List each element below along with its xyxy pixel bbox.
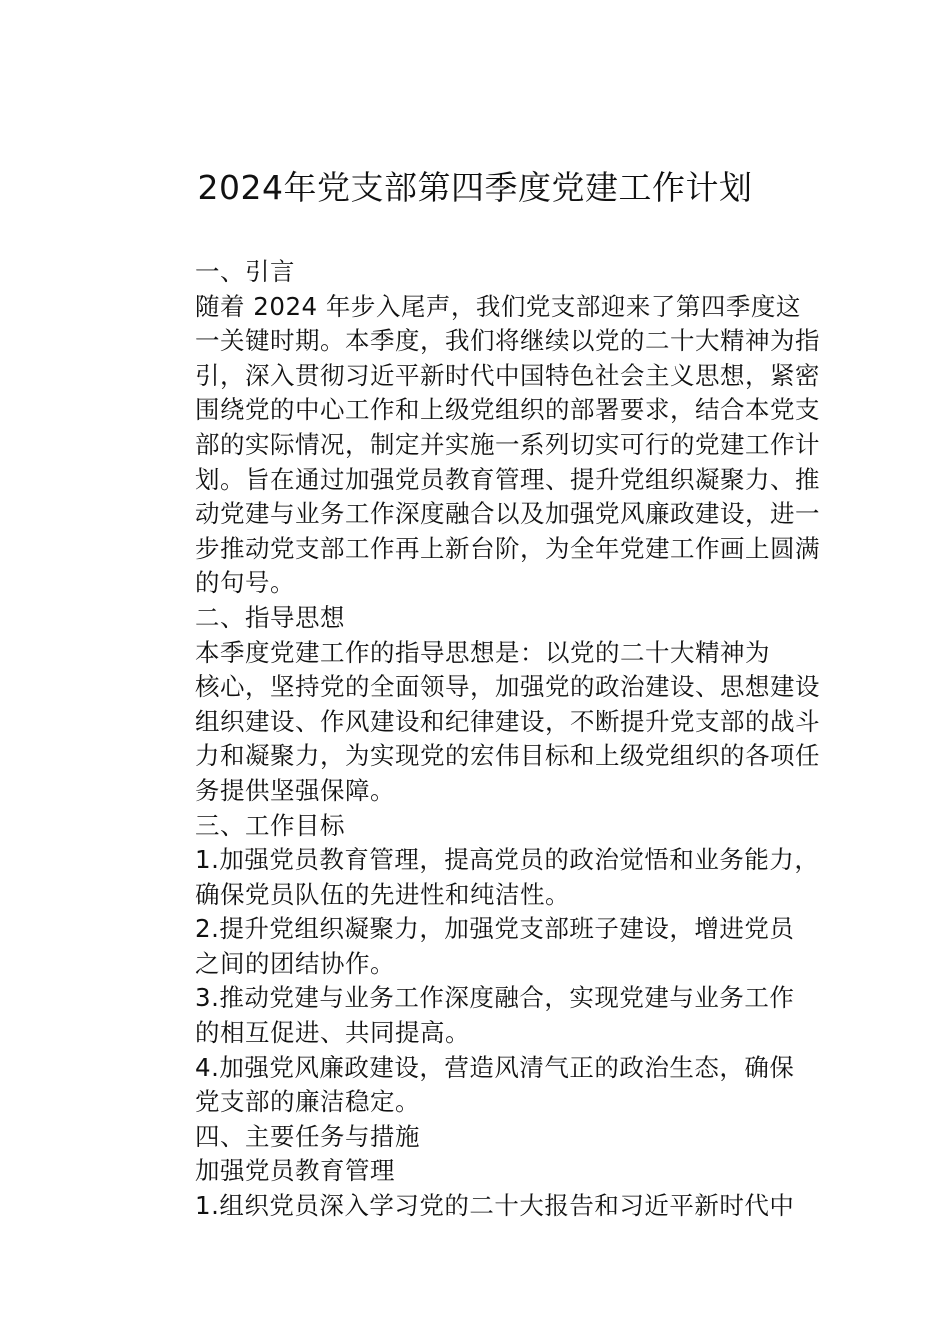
text-line: 确保党员队伍的先进性和纯洁性。 [195, 879, 570, 909]
text-line: 三、工作目标 [195, 810, 345, 840]
text-line: 务提供坚强保障。 [195, 775, 395, 805]
text-line: 4.加强党风廉政建设，营造风清气正的政治生态，确保 [195, 1052, 795, 1082]
text-line: 引，深入贯彻习近平新时代中国特色社会主义思想，紧密 [195, 360, 820, 390]
text-line: 部的实际情况，制定并实施一系列切实可行的党建工作计 [195, 429, 820, 459]
text-line: 步推动党支部工作再上新台阶，为全年党建工作画上圆满 [195, 533, 820, 563]
text-line: 加强党员教育管理 [195, 1156, 395, 1186]
text-line: 划。旨在通过加强党员教育管理、提升党组织凝聚力、推 [195, 464, 820, 494]
text-line: 动党建与业务工作深度融合以及加强党风廉政建设，进一 [195, 499, 820, 529]
text-line: 党支部的廉洁稳定。 [195, 1087, 420, 1117]
text-line: 核心，坚持党的全面领导，加强党的政治建设、思想建设 [195, 672, 820, 702]
text-line: 1.加强党员教育管理，提高党员的政治觉悟和业务能力， [195, 845, 820, 875]
text-line: 2.提升党组织凝聚力，加强党支部班子建设，增进党员 [195, 914, 795, 944]
text-line: 的相互促进、共同提高。 [195, 1018, 470, 1048]
text-line: 一关键时期。本季度，我们将继续以党的二十大精神为指 [195, 326, 820, 356]
paragraph [145, 1051, 813, 1120]
paragraph [145, 601, 813, 636]
paragraph [145, 1120, 813, 1155]
text-line: 四、主要任务与措施 [195, 1121, 420, 1151]
paragraph [145, 809, 813, 844]
paragraph [145, 290, 820, 601]
paragraph [145, 255, 813, 290]
text-line: 的句号。 [195, 568, 295, 598]
paragraph [145, 1189, 813, 1224]
paragraph [145, 636, 820, 809]
text-line: 之间的团结协作。 [195, 948, 395, 978]
paragraph [145, 1154, 813, 1189]
text-line: 一、引言 [195, 257, 295, 286]
text-line: 1.组织党员深入学习党的二十大报告和习近平新时代中 [195, 1191, 795, 1221]
text-line: 力和凝聚力，为实现党的宏伟目标和上级党组织的各项任 [195, 741, 820, 771]
document-body [145, 255, 820, 1224]
text-line: 3.推动党建与业务工作深度融合，实现党建与业务工作 [195, 983, 795, 1013]
paragraph [145, 981, 813, 1050]
text-line: 组织建设、作风建设和纪律建设，不断提升党支部的战斗 [195, 706, 820, 736]
text-line: 围绕党的中心工作和上级党组织的部署要求，结合本党支 [195, 395, 820, 425]
text-line: 随着 2024 年步入尾声，我们党支部迎来了第四季度这 [195, 291, 801, 321]
paragraph [145, 912, 813, 981]
text-line: 二、指导思想 [195, 602, 345, 632]
paragraph [145, 843, 820, 912]
text-line: 本季度党建工作的指导思想是：以党的二十大精神为 [195, 637, 770, 667]
document-title: 2024年党支部第四季度党建工作计划 [197, 168, 753, 207]
